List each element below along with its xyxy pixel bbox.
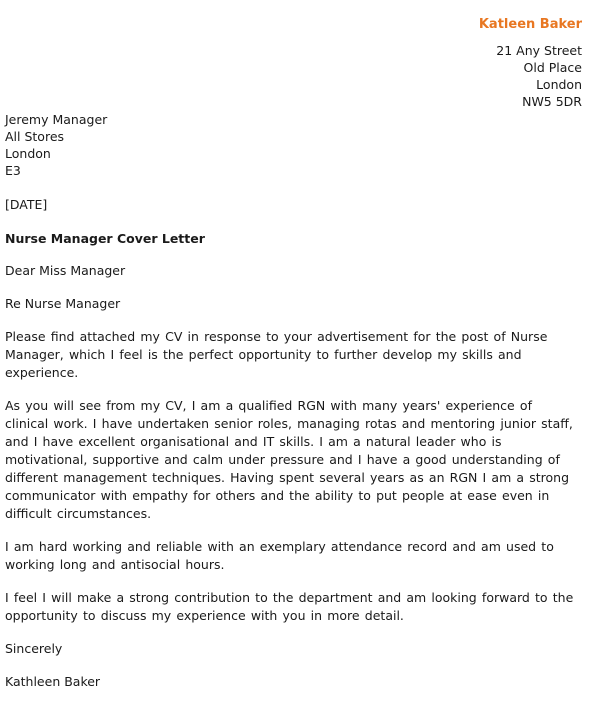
sender-address-line-3: London — [536, 77, 582, 92]
sender-block — [479, 16, 582, 110]
recipient-line-2: All Stores — [5, 129, 65, 144]
letter-date: [DATE] — [5, 197, 48, 212]
letter-body — [5, 230, 580, 706]
recipient-line-3: London — [5, 146, 51, 161]
recipient-line-1: Jeremy Manager — [5, 112, 108, 127]
paragraph-1: Please find attached my CV in response to your advertisement for the post of Nurse Manager, which I feel is the perfect opportunity to further develop my skills and experience. — [5, 329, 548, 380]
paragraph-3: I am hard working and reliable with an exemplary attendance record and am used to working long and antisocial hours. — [5, 539, 554, 572]
recipient-block — [5, 111, 107, 179]
letter-title: Nurse Manager Cover Letter — [5, 231, 205, 246]
paragraph-4: I feel I will make a strong contribution to the department and am looking forward to the opportunity to discuss my experience with you in more detail. — [5, 590, 574, 623]
signature: Kathleen Baker — [5, 674, 101, 689]
salutation: Dear Miss Manager — [5, 263, 126, 278]
sender-name: Katleen Baker — [478, 17, 582, 32]
sender-address-line-4: NW5 5DR — [522, 94, 582, 109]
sender-address-line-1: 21 Any Street — [496, 43, 582, 58]
recipient-line-4: E3 — [5, 163, 21, 178]
sender-address-line-2: Old Place — [523, 60, 582, 75]
closing: Sincerely — [5, 641, 63, 656]
reference-line: Re Nurse Manager — [5, 296, 121, 311]
paragraph-2: As you will see from my CV, I am a qualified RGN with many years' experience of clinical work. I have undertaken senior roles, managing rotas and mentoring junior staff, and I have excellent organisational and IT skills. I am a natural leader who is motivational, supportive and calm under pressure and I have a good understanding of different management techniques. Having spent several years as an RGN I am a strong communicator with empathy for others and the ability to put people at ease even in difficult circumstances. — [5, 398, 573, 521]
